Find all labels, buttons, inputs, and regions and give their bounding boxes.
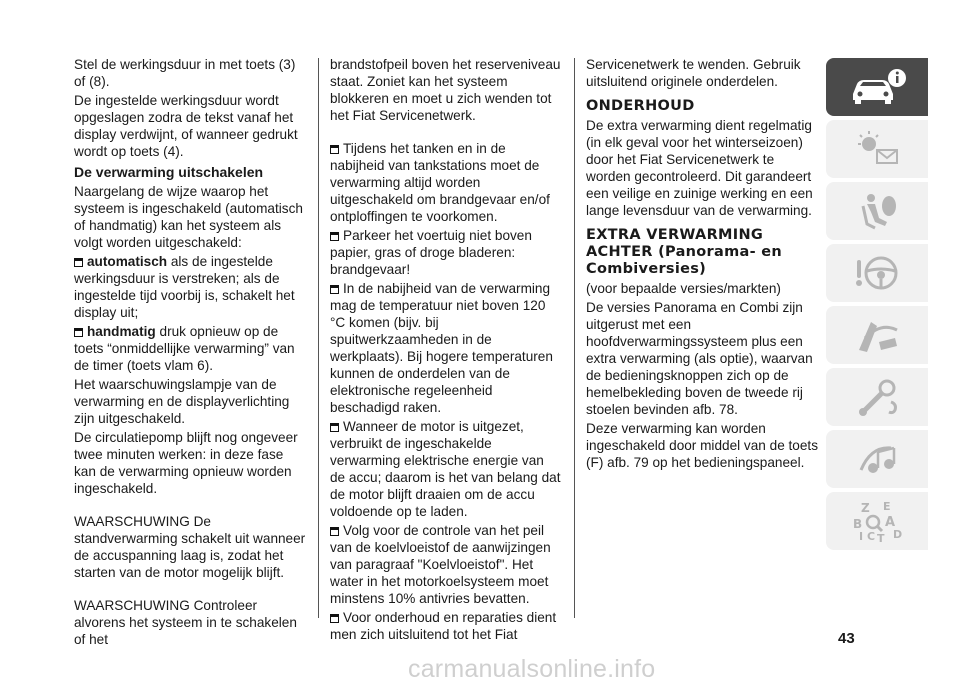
column-divider	[318, 58, 319, 618]
tab-starting-driving[interactable]	[826, 244, 928, 302]
paragraph: De ingestelde werkingsduur wordt opgeslagen zodra de tekst vanaf het display verdwijnt, of wanneer gedrukt wordt op toets (4).	[74, 93, 298, 159]
warning-paragraph: WAARSCHUWING De standverwarming schakelt uit wanneer de accuspanning laag is, zodat het starten van de motor mogelijk blijft.	[74, 514, 306, 580]
multimedia-icon	[845, 436, 909, 482]
bullet-item: Wanneer de motor is uitgezet, verbruikt de ingeschakelde verwarming elektrische energie van de accu; daarom is het van belang dat de motor blijft draaien om de accu voldoende op te laden.	[330, 419, 561, 519]
index-icon	[845, 498, 909, 544]
index-letter: I	[859, 530, 864, 543]
bullet-keyword: handmatig	[87, 324, 156, 339]
emergency-icon	[845, 312, 909, 358]
bullet-item	[74, 323, 306, 374]
bullet-icon	[330, 527, 339, 536]
watermark: carmanualsonline.info	[408, 655, 656, 683]
bullet-icon	[74, 258, 83, 267]
car-info-icon	[845, 64, 909, 110]
bullet-item: Volg voor de controle van het peil van de koelvloeistof de aanwijzingen van paragraaf "Koelvloeistof". Het water in het motorkoelsysteem moet minstens 10% antivries bevatten.	[330, 523, 551, 606]
column-divider	[574, 58, 575, 618]
section-heading: De verwarming uitschakelen	[74, 164, 264, 180]
index-letter: A	[885, 515, 896, 530]
paragraph: Het waarschuwingslampje van de verwarming en de displayverlichting zijn uitgeschakeld.	[74, 377, 290, 426]
index-letter: E	[883, 500, 891, 513]
paragraph: Naargelang de wijze waarop het systeem is ingeschakeld (automatisch of handmatig) kan het systeem als volgt worden uitgeschakeld:	[74, 184, 303, 250]
paragraph: De circulatiepomp blijft nog ongeveer twee minuten werken: in deze fase kan de verwarming opnieuw worden ingeschakeld.	[74, 430, 298, 496]
bullet-icon	[330, 232, 339, 241]
index-letter: C	[867, 530, 876, 543]
index-letter: T	[877, 532, 885, 544]
bullet-text: als de ingestelde werkingsduur is verstreken; als de ingestelde tijd voorbij is, schakelt het display uit;	[74, 254, 295, 320]
tab-warning-lights[interactable]	[826, 120, 928, 178]
paragraph: De extra verwarming dient regelmatig (in elk geval voor het winterseizoen) door het Fiat Servicenetwerk te worden gecontroleerd. Dit garandeert een veilige en zuinige werking en een lange levensduur van de verwarming.	[586, 118, 813, 218]
text-column-3	[586, 56, 818, 473]
bullet-icon	[330, 285, 339, 294]
paragraph: Deze verwarming kan worden ingeschakeld door middel van de toets (F) afb. 79 op het bedieningspaneel.	[586, 421, 818, 470]
tab-index[interactable]	[826, 492, 928, 550]
tab-multimedia[interactable]	[826, 430, 928, 488]
paragraph: Servicenetwerk te wenden. Gebruik uitsluitend originele onderdelen.	[586, 57, 801, 89]
bullet-icon	[74, 328, 83, 337]
bullet-item: Parkeer het voertuig niet boven papier, gras of droge bladeren: brandgevaar!	[330, 228, 532, 277]
index-letter: D	[893, 528, 903, 541]
tab-safety[interactable]	[826, 182, 928, 240]
section-heading: EXTRA VERWARMING ACHTER (Panorama- en Combiversies)	[586, 227, 782, 277]
warning-paragraph: WAARSCHUWING Controleer alvorens het systeem in te schakelen of het	[74, 598, 297, 647]
maintenance-icon	[845, 374, 909, 420]
paragraph: (voor bepaalde versies/markten)	[586, 281, 781, 296]
bullet-icon	[330, 614, 339, 623]
paragraph: De versies Panorama en Combi zijn uitgerust met een hoofdverwarmingssysteem plus een extra verwarming (als optie), waarvan de bedieningsknoppen zich op de hemelbekleding boven de tweede rij stoelen bevinden afb. 78.	[586, 300, 813, 417]
warning-lights-icon	[845, 126, 909, 172]
bullet-item: Voor onderhoud en reparaties dient men zich uitsluitend tot het Fiat	[330, 610, 557, 642]
tab-car-info[interactable]	[826, 58, 928, 116]
bullet-item	[74, 253, 306, 321]
section-heading: ONDERHOUD	[586, 98, 695, 114]
chapter-tabs	[826, 58, 928, 554]
bullet-keyword: automatisch	[87, 254, 168, 269]
tab-emergency[interactable]	[826, 306, 928, 364]
steering-wheel-icon	[845, 250, 909, 296]
paragraph: brandstofpeil boven het reserveniveau staat. Zoniet kan het systeem blokkeren en moet u zich wenden tot het Fiat Servicenetwerk.	[330, 57, 561, 123]
bullet-icon	[330, 145, 339, 154]
bullet-item: In de nabijheid van de verwarming mag de temperatuur niet boven 120 °C komen (bijv. bij spuitwerkzaamheden in de werkplaats). Bij hogere temperaturen kunnen de onderdelen van de elektronische regeleenheid beschadigd raken.	[330, 281, 553, 415]
text-column-1	[74, 56, 306, 650]
bullet-item: Tijdens het tanken en in de nabijheid van tankstations moet de verwarming altijd worden uitgeschakeld om brandgevaar en/of ontploffingen te voorkomen.	[330, 141, 550, 224]
bullet-text: druk opnieuw op de toets “onmiddellijke verwarming” van de timer (toets vlam 6).	[74, 324, 295, 373]
index-letter: Z	[861, 501, 870, 515]
tab-maintenance[interactable]	[826, 368, 928, 426]
safety-airbag-icon	[845, 188, 909, 234]
bullet-icon	[330, 423, 339, 432]
page-number: 43	[838, 630, 855, 647]
index-letter: B	[853, 517, 863, 531]
text-column-2	[330, 56, 562, 645]
paragraph: Stel de werkingsduur in met toets (3) of (8).	[74, 57, 296, 89]
